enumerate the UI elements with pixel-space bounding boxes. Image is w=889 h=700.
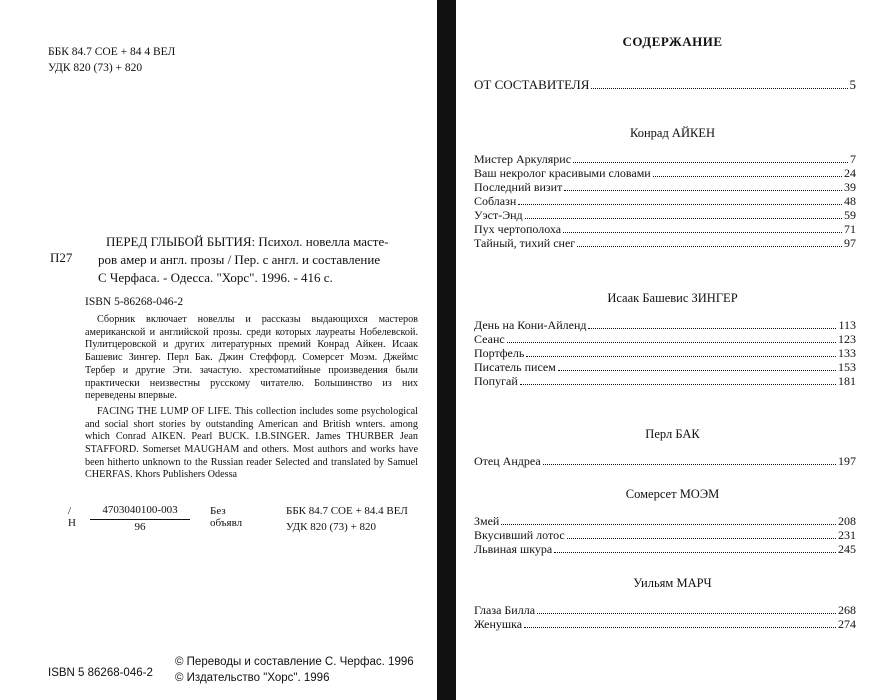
toc-entry: [474, 236, 856, 250]
toc-entry-page: 231: [838, 528, 856, 542]
toc-section-march: [474, 603, 856, 631]
dot-leader: [520, 375, 836, 385]
author-heading: Конрад АЙКЕН: [630, 126, 715, 140]
dot-leader: [526, 347, 836, 357]
toc-entry: [474, 332, 856, 346]
toc-entry-page: 153: [838, 360, 856, 374]
toc-entry-page: 274: [838, 617, 856, 631]
toc-entry-page: 24: [844, 166, 856, 180]
toc-entry: [474, 318, 856, 332]
toc-entry-title: Сеанс: [474, 332, 505, 346]
dot-leader: [507, 333, 836, 343]
toc-entry-title: ОТ СОСТАВИТЕЛЯ: [474, 77, 590, 92]
author-heading: Исаак Башевис ЗИНГЕР: [607, 291, 738, 305]
toc-entry: [474, 542, 856, 556]
dot-leader: [573, 153, 848, 163]
dot-leader: [501, 515, 836, 525]
isbn-bottom: ISBN 5 86268-046-2: [48, 667, 153, 679]
annotation: [85, 314, 418, 482]
toc-section-maugham: [474, 514, 856, 556]
toc-intro: [474, 78, 856, 92]
toc-entry-page: 113: [838, 318, 856, 332]
toc-entry-page: 268: [838, 603, 856, 617]
toc-entry-page: 39: [844, 180, 856, 194]
toc-entry-page: 181: [838, 374, 856, 388]
toc-entry-page: 48: [844, 194, 856, 208]
dot-leader: [543, 455, 836, 465]
toc-entry-page: 97: [844, 236, 856, 250]
copyright: © Переводы и составление С. Черфас. 1996 © Издательство "Хорс". 1996: [175, 656, 414, 684]
dot-leader: [563, 223, 842, 233]
toc-entry-title: Вкусивший лотос: [474, 528, 565, 542]
toc-entry-page: 7: [850, 152, 856, 166]
author-heading: Сомерсет МОЭМ: [625, 487, 720, 501]
dot-leader: [577, 237, 842, 247]
toc-entry: [474, 222, 856, 236]
bibliographic-entry: ПЕРЕД ГЛЫБОЙ БЫТИЯ: Психол. новелла масте- ров амер и англ. прозы / Пер. с англ. и составление С Черфаса. - Одесса. "Хорс". 1996. - 416 с.: [98, 234, 389, 285]
toc-entry: [474, 603, 856, 617]
dot-leader: [554, 543, 836, 553]
dot-leader: [588, 319, 836, 329]
dot-leader: [537, 604, 836, 614]
toc-entry-title: Попугай: [474, 374, 518, 388]
dot-leader: [525, 209, 842, 219]
toc-entry: [474, 617, 856, 631]
toc-entry-page: 133: [838, 346, 856, 360]
toc-entry-page: 245: [838, 542, 856, 556]
toc-entry-page: 197: [838, 454, 856, 468]
dot-leader: [518, 195, 842, 205]
toc-entry-title: День на Кони-Айленд: [474, 318, 587, 332]
toc-entry-title: Змей: [474, 514, 500, 528]
toc-entry-title: Тайный, тихий снег: [474, 236, 576, 250]
toc-entry-title: Отец Андреа: [474, 454, 541, 468]
annotation-en: FACING THE LUMP OF LIFE. This collection includes some psychological and social short stories by outstanding American and British wnters. among which Conrad AIKEN. Pearl BUCK. I.B.SINGER. James THURBER Jean STAFFORD. Somerset MAUGHAM and others. Most authors and works have been hitherto unknown to the Russian reader Selected and translated by Samuel CHERFAS. Khors Publishers Odessa: [85, 405, 418, 481]
toc-entry: [474, 454, 856, 468]
dot-leader: [558, 361, 836, 371]
toc-entry: [474, 528, 856, 542]
catalog-code: П27: [50, 250, 73, 265]
toc-entry: [474, 194, 856, 208]
toc-entry-title: Женушка: [474, 617, 523, 631]
bbk-udk-header: ББК 84.7 СОЕ + 84 4 ВЕЛ УДК 820 (73) + 820: [48, 46, 176, 74]
toc-section-aiken: [474, 152, 856, 250]
toc-entry: [474, 346, 856, 360]
toc-entry-title: Соблазн: [474, 194, 517, 208]
toc-entry-page: 5: [849, 77, 856, 92]
right-page: [456, 0, 889, 700]
left-page: ББК 84.7 СОЕ + 84 4 ВЕЛ УДК 820 (73) + 820 П27 ПЕРЕД ГЛЫБОЙ БЫТИЯ: Психол. новелла масте- ров амер и англ. прозы / Пер. с англ. и составление С Черфаса. - Одесса. "Хорс". 1996. - 416 с. ISBN 5-86268-046-2 Сборник включает новеллы и рассказы выдающихся мастеров американской и английской прозы. среди которых лауреаты Нобелевской. Пулитцеровской и других литературных премий Конрад Айкен. Исаак Башевис Зингер. Перл Бак. Джин Стеффорд. Сомерсет Моэм. Джеймс Тербер и другие Эти. зачастую. хрестоматийные произведения были практически неизвестны русскому читателю. Большинство из них переведены впервые. FACING THE LUMP OF LIFE. This collection includes some psychological and social short stories by outstanding American and British wnters. among which Conrad AIKEN. Pearl BUCK. I.B.SINGER. James THURBER Jean STAFFORD. Somerset MAUGHAM and others. Most authors and works have been hitherto unknown to the Russian reader Selected and translated by Samuel CHERFAS. Khors Publishers Odessa / Н $\frac{4703040100-003}{96}$ Без объявл ББК 84.7 СОЕ + 84.4 ВЕЛ УДК 820 (73) + 820 © Переводы и составление С. Черфас. 1996 © Издательство "Хорс". 1996 ISBN 5 86268-046-2: [0, 0, 437, 700]
toc-entry: [474, 514, 856, 528]
author-heading: Уильям МАРЧ: [633, 576, 712, 590]
dot-leader: [524, 618, 836, 628]
toc-entry-page: 208: [838, 514, 856, 528]
toc-entry-title: Львиная шкура: [474, 542, 553, 556]
toc-entry: [474, 152, 856, 166]
dot-leader: [591, 79, 847, 89]
annotation-ru: Сборник включает новеллы и рассказы выдающихся мастеров американской и английской прозы. среди которых лауреаты Нобелевской. Пулитцеровской и других литературных премий Конрад Айкен. Исаак Башевис Зингер. Перл Бак. Джин Стеффорд. Сомерсет Моэм. Джеймс Тербер и другие Эти. зачастую. хрестоматийные произведения были практически неизвестны русскому читателю. Большинство из них переведены впервые.: [85, 314, 418, 402]
dot-leader: [564, 181, 842, 191]
toc-entry-title: Уэст-Энд: [474, 208, 523, 222]
toc-entry: [474, 78, 856, 92]
toc-entry-page: 123: [838, 332, 856, 346]
toc-entry-title: Мистер Аркулярис: [474, 152, 572, 166]
toc-entry: [474, 374, 856, 388]
toc-entry-title: Пух чертополоха: [474, 222, 562, 236]
author-heading: Перл БАК: [645, 427, 700, 441]
toc-entry: [474, 166, 856, 180]
bbk-udk-footer: ББК 84.7 СОЕ + 84.4 ВЕЛ УДК 820 (73) + 820: [286, 505, 408, 533]
contents-title: СОДЕРЖАНИЕ: [622, 34, 723, 49]
toc-entry-title: Портфель: [474, 346, 525, 360]
book-gutter: [437, 0, 456, 700]
toc-entry: [474, 208, 856, 222]
toc-entry-title: Писатель писем: [474, 360, 556, 374]
toc-entry-title: Глаза Билла: [474, 603, 536, 617]
toc-section-buck: [474, 454, 856, 468]
toc-section-singer: [474, 318, 856, 388]
toc-entry-title: Ваш некролог красивыми словами: [474, 166, 651, 180]
toc-entry: [474, 360, 856, 374]
toc-entry: [474, 180, 856, 194]
toc-entry-title: Последний визит: [474, 180, 563, 194]
dot-leader: [653, 167, 842, 177]
isbn: ISBN 5-86268-046-2: [85, 296, 184, 308]
toc-entry-page: 71: [844, 222, 856, 236]
dot-leader: [567, 529, 836, 539]
toc-entry-page: 59: [844, 208, 856, 222]
